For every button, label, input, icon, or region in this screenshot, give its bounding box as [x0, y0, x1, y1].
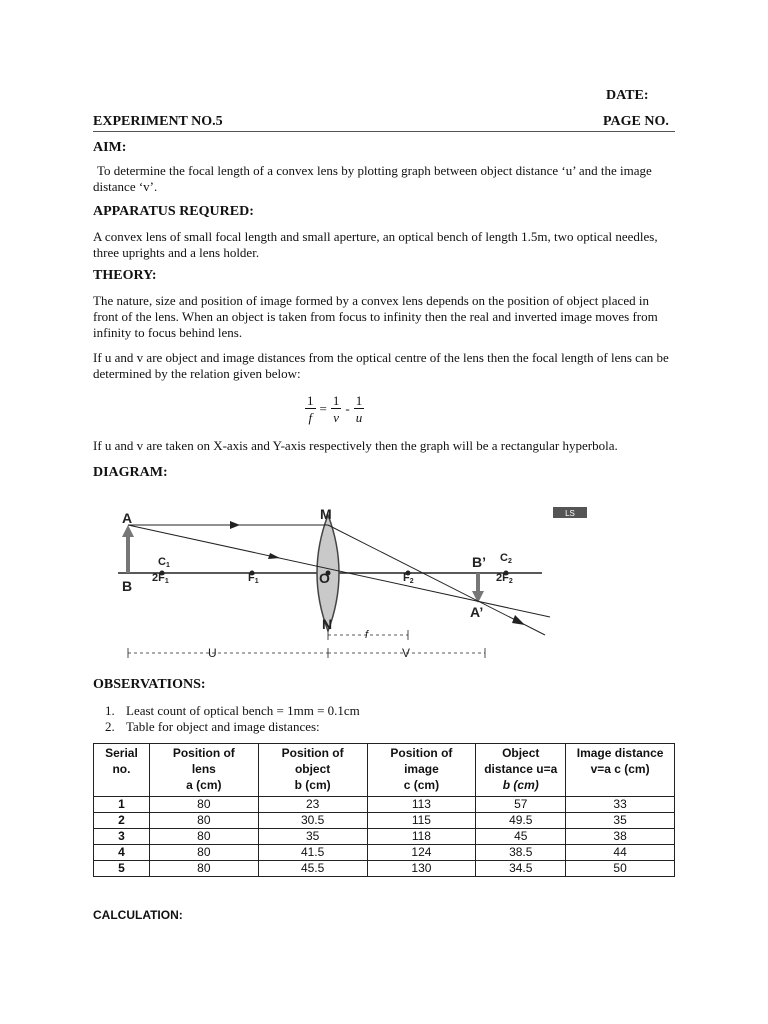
label-c1: C1: [158, 556, 170, 569]
table-cell: 80: [149, 861, 258, 877]
aim-text: To determine the focal length of a convex lens by plotting graph between object distance ‘u’ and the image distance ‘v’.: [93, 163, 652, 194]
table-cell: 4: [94, 845, 150, 861]
apparatus-text: A convex lens of small focal length and small aperture, an optical bench of length 1.5m, two optical needles, three uprights and a lens holder.: [93, 229, 658, 260]
label-c2: C2: [500, 552, 512, 565]
apparatus-heading: APPARATUS REQURED:: [93, 204, 254, 219]
denominator-f: f: [308, 410, 313, 425]
table-cell: 124: [367, 845, 476, 861]
theory-paragraph-1: The nature, size and position of image formed by a convex lens depends on the position of object placed in front of the lens. When an object is taken from focus to infinity then the real and inverted image moves from infinity to focus behind lens.: [93, 293, 658, 340]
table-cell: 41.5: [258, 845, 367, 861]
fraction-1-over-u: [354, 394, 365, 424]
table-cell: 80: [149, 845, 258, 861]
table-cell: 113: [367, 797, 476, 813]
label-n: N: [322, 616, 333, 632]
observations-list: [93, 703, 678, 735]
denominator-u: u: [355, 410, 363, 425]
header-image: Position of image c (cm): [367, 744, 476, 797]
label-f2: F2: [403, 572, 414, 585]
aim-heading: AIM:: [93, 140, 127, 155]
header-object: Position of object b (cm): [258, 744, 367, 797]
label-f1: F1: [248, 572, 259, 585]
table-cell: 80: [149, 829, 258, 845]
label-f: f: [365, 629, 369, 641]
ray-arrow: [268, 553, 280, 559]
table-row: [94, 829, 675, 845]
numerator: 1: [355, 393, 363, 408]
numerator: 1: [332, 393, 340, 408]
header-image-distance: Image distance v=a c (cm): [566, 744, 675, 797]
observations-table: [93, 743, 675, 877]
theory-paragraph-3: If u and v are taken on X-axis and Y-axis respectively then the graph will be a rectangular hyperbola.: [93, 438, 618, 453]
table-cell: 49.5: [476, 813, 566, 829]
experiment-number: EXPERIMENT NO.5: [93, 114, 223, 129]
ray-arrow: [512, 615, 525, 625]
list-item: 2. Table for object and image distances:: [118, 719, 678, 735]
date-label: DATE:: [606, 88, 649, 103]
label-a-prime: A’: [470, 604, 484, 620]
table-cell: 45: [476, 829, 566, 845]
table-cell: 30.5: [258, 813, 367, 829]
header-object-distance: Object distance u=a b (cm): [476, 744, 566, 797]
label-u: U: [208, 646, 217, 660]
list-item: 1. Least count of optical bench = 1mm = 0.1cm: [118, 703, 678, 719]
ray-diagram: [100, 495, 600, 670]
table-cell: 80: [149, 797, 258, 813]
table-body: [94, 797, 675, 877]
label-o: O: [319, 570, 330, 586]
calculation-heading: CALCULATION:: [93, 908, 183, 922]
table-cell: 50: [566, 861, 675, 877]
central-ray: [128, 525, 550, 617]
table-row: [94, 813, 675, 829]
observations-heading: OBSERVATIONS:: [93, 677, 206, 692]
label-v: V: [402, 646, 411, 660]
fraction-1-over-f: [305, 394, 316, 424]
table-cell: 115: [367, 813, 476, 829]
table-cell: 1: [94, 797, 150, 813]
table-cell: 23: [258, 797, 367, 813]
table-cell: 5: [94, 861, 150, 877]
table-cell: 3: [94, 829, 150, 845]
label-2f1: 2F1: [152, 572, 169, 585]
minus-sign: -: [345, 401, 350, 416]
table-cell: 130: [367, 861, 476, 877]
table-cell: 33: [566, 797, 675, 813]
label-m: M: [320, 506, 332, 522]
table-cell: 45.5: [258, 861, 367, 877]
equals-sign: =: [319, 401, 327, 416]
label-b-prime: B’: [472, 554, 486, 570]
theory-paragraph-2: If u and v are object and image distances from the optical centre of the lens then the focal length of lens can be determined by the relation given below:: [93, 350, 669, 381]
logo-text: LS: [565, 509, 575, 518]
table-cell: 34.5: [476, 861, 566, 877]
label-2f2: 2F2: [496, 572, 513, 585]
denominator-v: v: [333, 410, 339, 425]
table-cell: 35: [258, 829, 367, 845]
numerator: 1: [307, 393, 314, 408]
lens-formula: [305, 394, 364, 424]
label-a: A: [122, 510, 133, 526]
header-lens: Position of lens a (cm): [149, 744, 258, 797]
diagram-heading: DIAGRAM:: [93, 465, 168, 480]
fraction-1-over-v: [331, 394, 342, 424]
table-cell: 44: [566, 845, 675, 861]
table-header-row: [94, 744, 675, 797]
theory-heading: THEORY:: [93, 268, 157, 283]
table-cell: 80: [149, 813, 258, 829]
table-cell: 35: [566, 813, 675, 829]
ray-arrow: [230, 521, 240, 529]
table-row: [94, 861, 675, 877]
table-cell: 57: [476, 797, 566, 813]
object-arrow-head: [122, 525, 134, 537]
table-row: [94, 797, 675, 813]
table-cell: 38: [566, 829, 675, 845]
header-rule: [93, 131, 675, 132]
table-cell: 118: [367, 829, 476, 845]
table-cell: 38.5: [476, 845, 566, 861]
label-b: B: [122, 578, 133, 594]
table-cell: 2: [94, 813, 150, 829]
table-row: [94, 845, 675, 861]
page-number-label: PAGE NO.: [603, 114, 669, 129]
header-serial: Serial no.: [94, 744, 150, 797]
